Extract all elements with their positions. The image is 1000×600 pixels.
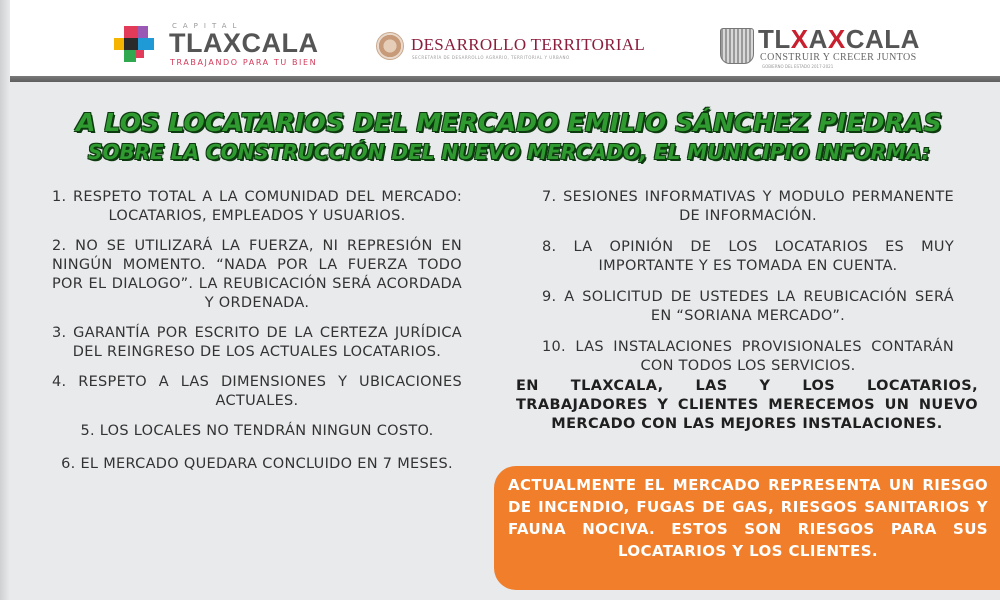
point-item: 8. LA OPINIÓN DE LOS LOCATARIOS ES MUY IMPORTANTE Y ES TOMADA EN CUENTA. (542, 239, 954, 274)
state-name-part: TL (758, 24, 791, 54)
point-item: 1. RESPETO TOTAL A LA COMUNIDAD DEL MERCADO: LOCATARIOS, EMPLEADOS Y USUARIOS. (52, 189, 462, 224)
risk-alert-box (494, 466, 1000, 590)
closing-statement: EN TLAXCALA, LAS Y LOS LOCATARIOS, TRABAJADORES Y CLIENTES MERECEMOS UN NUEVO MERCADO CON LAS MEJORES INSTALACIONES. (516, 378, 978, 432)
point-item: 2. NO SE UTILIZARÁ LA FUERZA, NI REPRESIÓN EN NINGÚN MOMENTO. “NADA POR LA FUERZA TODO POR EL DIALOGO”. LA REUBICACIÓN SERÁ ACORDADA Y ORDENADA. (52, 238, 462, 311)
state-name-x: X (827, 24, 846, 54)
points-left-column (52, 188, 462, 485)
page-title: A LOS LOCATARIOS DEL MERCADO EMILIO SÁNCHEZ PIEDRAS (76, 108, 942, 137)
state-name-part: CALA (845, 24, 920, 54)
state-tagline: CONSTRUIR Y CRECER JUNTOS (760, 52, 917, 63)
state-name-x: X (790, 24, 809, 54)
point-item: 6. EL MERCADO QUEDARA CONCLUIDO EN 7 MESES. (61, 456, 453, 472)
national-seal-icon (376, 32, 404, 60)
risk-alert-text: ACTUALMENTE EL MERCADO REPRESENTA UN RIESGO DE INCENDIO, FUGAS DE GAS, RIESGOS SANITARIOS Y FAUNA NOCIVA. ESTOS SON RIESGOS PARA SUS LOCATARIOS Y LOS CLIENTES. (508, 476, 988, 560)
agency-title: DESARROLLO TERRITORIAL (411, 35, 646, 54)
header-divider (10, 76, 1000, 82)
header-banner (10, 0, 1000, 78)
left-edge-shadow (0, 0, 10, 600)
mosaic-logo-icon (114, 26, 156, 64)
logo-capital-label: CAPITAL (172, 22, 243, 30)
page-subtitle: SOBRE LA CONSTRUCCIÓN DEL NUEVO MERCADO, EL MUNICIPIO INFORMA: (88, 140, 930, 164)
point-item: 7. SESIONES INFORMATIVAS Y MODULO PERMANENTE DE INFORMACIÓN. (542, 189, 954, 224)
point-item: 3. GARANTÍA POR ESCRITO DE LA CERTEZA JURÍDICA DEL REINGRESO DE LOS ACTUALES LOCATARIOS. (52, 325, 462, 360)
logo-tlaxcala-name: TLAXCALA (169, 28, 319, 58)
point-item: 9. A SOLICITUD DE USTEDES LA REUBICACIÓN SERÁ EN “SORIANA MERCADO”. (542, 289, 954, 324)
agency-subtitle: SECRETARÍA DE DESARROLLO AGRARIO, TERRITORIAL Y URBANO (412, 55, 570, 60)
state-name (758, 24, 920, 55)
state-name-part: A (808, 24, 828, 54)
state-shield-icon (720, 28, 754, 64)
capital-tlaxcala-logo (114, 20, 334, 70)
desarrollo-territorial-logo (376, 30, 676, 66)
logo-tagline: TRABAJANDO PARA TU BIEN (170, 58, 318, 67)
state-tlaxcala-logo (720, 26, 940, 72)
point-item: 10. LAS INSTALACIONES PROVISIONALES CONTARÁN CON TODOS LOS SERVICIOS. (542, 339, 954, 374)
point-item: 5. LOS LOCALES NO TENDRÁN NINGUN COSTO. (80, 423, 434, 439)
points-right-column (542, 188, 954, 388)
state-subtag: GOBIERNO DEL ESTADO 2017-2021 (762, 64, 834, 69)
point-item: 4. RESPETO A LAS DIMENSIONES Y UBICACIONES ACTUALES. (52, 374, 462, 409)
